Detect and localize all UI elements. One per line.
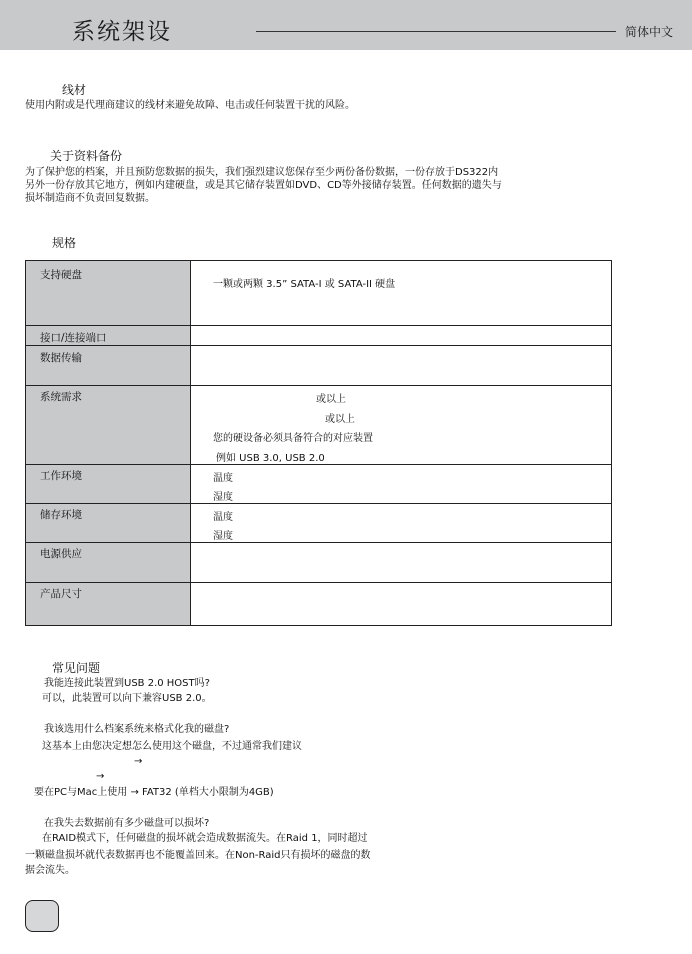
arrow-icon: → <box>96 771 105 782</box>
spec-value: 温度 <box>213 512 233 523</box>
backup-section-title: 关于资料备份 <box>50 149 123 163</box>
faq-question: 我该选用什么档案系统来格式化我的磁盘? <box>44 724 230 735</box>
spec-row-power <box>26 542 611 582</box>
faq-answer: 在RAID模式下，任何磁盘的损坏就会造成数据流失。在Raid 1，同时超过 <box>42 833 368 844</box>
spec-value: 一颗或两颗 3.5” SATA-I 或 SATA-II 硬盘 <box>213 279 396 290</box>
spec-row-storage-env <box>26 503 611 542</box>
cable-section-text: 使用内附或是代理商建议的线材来避免故障、电击或任何装置干扰的风险。 <box>25 100 355 111</box>
spec-label: 支持硬盘 <box>26 261 191 325</box>
spec-value: 例如 USB 3.0, USB 2.0 <box>216 453 325 464</box>
spec-label: 数据传输 <box>26 346 191 385</box>
backup-line-3: 损坏制造商不负责回复数据。 <box>25 193 155 204</box>
faq-answer: 一颗磁盘损坏就代表数据再也不能覆盖回来。在Non-Raid只有损坏的磁盘的数 <box>25 850 371 861</box>
backup-line-1: 为了保护您的档案，并且预防您数据的损失，我们强烈建议您保存至少两份备份数据，一份存放于DS322内 <box>25 167 499 178</box>
faq-answer: 这基本上由您决定想怎么使用这个磁盘，不过通常我们建议 <box>42 741 302 752</box>
spec-section-title: 规格 <box>52 236 77 250</box>
spec-table <box>25 260 612 626</box>
spec-row-operating-env <box>26 464 611 503</box>
spec-value: 湿度 <box>213 492 233 503</box>
spec-label: 系统需求 <box>26 386 191 464</box>
header-rule <box>256 31 616 32</box>
spec-label: 电源供应 <box>26 543 191 582</box>
page-title: 系统架设 <box>72 19 172 45</box>
spec-row-dimensions <box>26 582 611 625</box>
faq-answer: 据会流失。 <box>25 865 75 876</box>
spec-label: 产品尺寸 <box>26 583 191 625</box>
page-number-badge <box>25 900 59 932</box>
spec-value: 您的硬设备必须具备符合的对应装置 <box>213 433 373 444</box>
faq-question: 我能连接此装置到USB 2.0 HOST吗? <box>44 678 210 689</box>
spec-label: 接口/连接端口 <box>26 326 191 345</box>
spec-value: 湿度 <box>213 531 233 542</box>
cable-section-title: 线材 <box>62 83 87 97</box>
arrow-icon: → <box>134 756 143 767</box>
faq-question: 在我失去数据前有多少磁盘可以损坏? <box>44 818 210 829</box>
spec-row-transfer <box>26 345 611 385</box>
spec-row-system-req <box>26 385 611 464</box>
spec-label: 储存环境 <box>26 504 191 542</box>
spec-value: 或以上 <box>316 394 346 405</box>
faq-answer: 可以，此装置可以向下兼容USB 2.0。 <box>42 693 212 704</box>
faq-section-title: 常见问题 <box>52 661 101 675</box>
spec-label: 工作环境 <box>26 465 191 503</box>
language-label: 简体中文 <box>625 25 674 39</box>
spec-value: 或以上 <box>325 414 355 425</box>
spec-row-interface <box>26 325 611 345</box>
page-header <box>0 0 692 50</box>
backup-line-2: 另外一份存放其它地方，例如内建硬盘，或是其它储存装置如DVD、CD等外接储存装置。任何数据的遗失与 <box>25 180 502 191</box>
faq-answer: 要在PC与Mac上使用 → FAT32 (单档大小限制为4GB) <box>34 787 274 798</box>
spec-value: 温度 <box>213 473 233 484</box>
spec-row-hdd <box>26 261 611 325</box>
